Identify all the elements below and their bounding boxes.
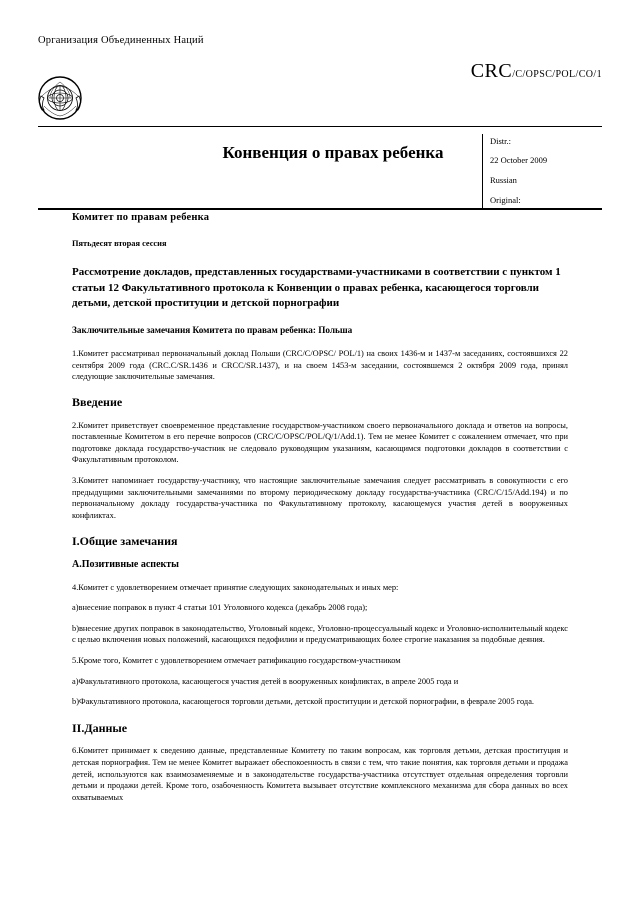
paragraph-4b: b)внесение других поправок в законодательство, Уголовный кодекс, Уголовно-процессуальный кодекс и Уголовно-исполнительный кодекс с целью включения новых положений, касающихся педофилии и предусматривающих более строгие наказания за подобные деяния. — [72, 623, 568, 645]
document-body — [72, 212, 568, 812]
distr-label: Distr.: — [490, 136, 512, 146]
title-block — [38, 136, 602, 208]
sub-heading: Заключительные замечания Комитета по правам ребенка: Польша — [72, 324, 353, 335]
un-emblem-icon — [38, 76, 82, 120]
section-heading-i: I.Общие замечания — [72, 534, 178, 549]
paragraph-3: 3.Комитет напоминает государству-участнику, что настоящие заключительные замечания следует рассматривать в совокупности с его предыдущими заключительными замечаниями по второму периодическому докладу государства-участника (CRC/C/15/Add.194) и по первоначальному докладу государства-участника по Факультативному протоколу, касающемуся участия детей в вооруженных конфликтах. — [72, 476, 568, 520]
masthead — [0, 0, 640, 47]
distr-language: Russian — [490, 175, 517, 185]
page-title: Конвенция о правах ребенка — [222, 143, 444, 162]
organization-name: Организация Объединенных Наций — [38, 35, 204, 46]
paragraph-5: 5.Кроме того, Комитет с удовлетворением отмечает ратификацию государством-участником — [72, 655, 401, 665]
section-heading-ii: II.Данные — [72, 720, 128, 735]
original-label: Original: — [490, 195, 521, 205]
paragraph-5a: a)Факультативного протокола, касающегося участия детей в вооруженных конфликтах, в апреле 2005 года и — [72, 676, 459, 686]
document-symbol-main: CRC — [470, 60, 513, 82]
paragraph-4a: a)внесение поправок в пункт 4 статьи 101 Уголовного кодекса (декабрь 2008 года); — [72, 603, 368, 613]
distr-divider — [482, 134, 483, 208]
paragraph-4: 4.Комитет с удовлетворением отмечает принятие следующих законодательных и иных мер: — [72, 582, 399, 592]
section-heading-introduction: Введение — [72, 395, 123, 410]
distr-date: 22 October 2009 — [490, 155, 548, 165]
subsection-heading-a: A.Позитивные аспекты — [72, 559, 179, 570]
paragraph-5b: b)Факультативного протокола, касающегося торговли детьми, детской проституции и детской порнографии, в феврале 2005 года. — [72, 697, 535, 707]
distribution-info — [490, 136, 610, 214]
header-rule-top — [38, 126, 602, 127]
paragraph-2: 2.Комитет приветствует своевременное представление государством-участником своего первоначального доклада и ответов на вопросы, поставленные Комитетом в его перечне вопросов (CRC/C/OPSC/POL/Q/1/Add.1). Тем не менее Комитет с сожалением отмечает, что при подготовке доклада государство-участник не следовало руководящим указаниям, касающимся подготовки докладов в соответствии с Факультативным протоколом. — [72, 420, 568, 465]
paragraph-1: 1.Комитет рассматривал первоначальный доклад Польши (CRC/C/OPSC/ POL/1) на своих 1436-м и 1437-м заседаниях, состоявшихся 22 сентября 2009 года (CRC.C/SR.1436 и CRCC/SR.1437), и на своем 1453-м заседании, состоявшемся 2 октября 2009 года, принял следующие заключительные замечания. — [72, 349, 568, 382]
document-symbol — [471, 60, 602, 83]
main-heading: Рассмотрение докладов, представленных государствами-участниками в соответствии с пунктом 1 статьи 12 Факультативного протокола к Конвенции о правах ребенка, касающегося торговли детьми, детской проституции и детской порнографии — [72, 266, 561, 310]
committee-heading: Комитет по правам ребенка — [72, 212, 210, 223]
session-heading: Пятьдесят вторая сессия — [72, 238, 167, 248]
paragraph-6: 6.Комитет принимает к сведению данные, представленные Комитету по таким вопросам, как торговля детьми, детская проституция и детская порнография. Тем не менее Комитет выражает обеспокоенность в связи с тем, что такие понятия, как торговля детьми и продажа детей, используются как взаимозаменяемые и в законодательстве государства-участника отсутствует отдельная определения торговли детьми и продажи детей. Кроме того, озабоченность Комитета вызывает отсутствие комплексного механизма для сбора данных во всех охватываемых — [72, 746, 568, 802]
document-symbol-sub: /C/OPSC/POL/CO/1 — [512, 69, 602, 80]
